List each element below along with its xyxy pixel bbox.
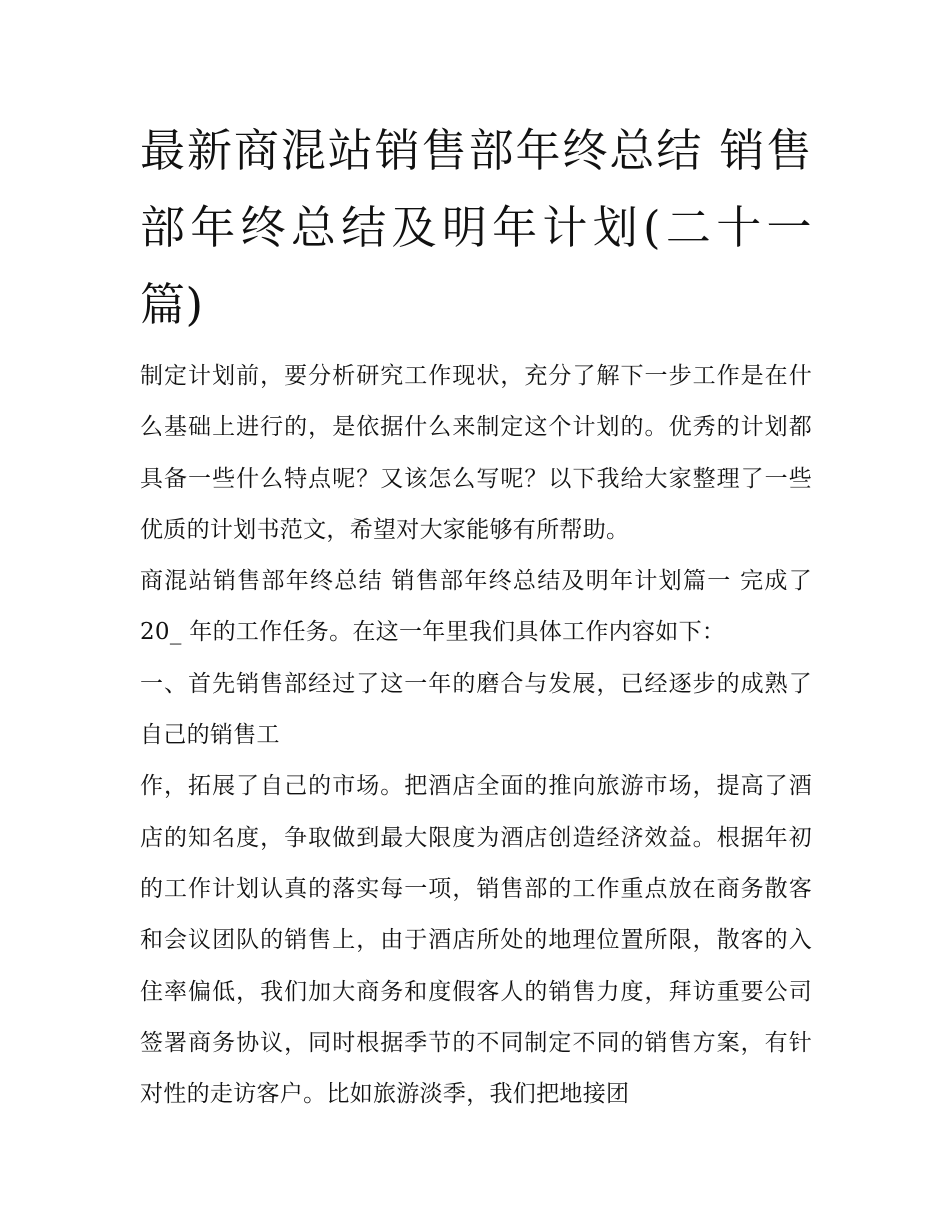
paragraph-point-one: 一、首先销售部经过了这一年的磨合与发展，已经逐步的成熟了自己的销售工: [140, 670, 812, 749]
paragraph-body: 作，拓展了自己的市场。把酒店全面的推向旅游市场，提高了酒店的知名度，争取做到最大限度为酒店创造经济效益。根据年初的工作计划认真的落实每一项，销售部的工作重点放在商务散客和会议团队的销售上，由于酒店所处的地理位置所限，散客的入住率偏低，我们加大商务和度假客人的销售力度，拜访重要公司签署商务协议，同时根据季节的不同制定不同的销售方案，有针对性的走访客户。比如旅游淡季，我们把地接团: [140, 773, 812, 1108]
paragraph-section-heading: 商混站销售部年终总结 销售部年终总结及明年计划篇一 完成了 20_ 年的工作任务。在这一年里我们具体工作内容如下：: [140, 568, 812, 646]
document-title: 最新商混站销售部年终总结 销售部年终总结及明年计划(二十一篇): [140, 124, 812, 331]
document-page: [140, 112, 812, 1120]
paragraph-intro: 制定计划前，要分析研究工作现状，充分了解下一步工作是在什么基础上进行的，是依据什么来制定这个计划的。优秀的计划都具备一些什么特点呢？又该怎么写呢？以下我给大家整理了一些优质的计划书范文，希望对大家能够有所帮助。: [140, 363, 812, 543]
